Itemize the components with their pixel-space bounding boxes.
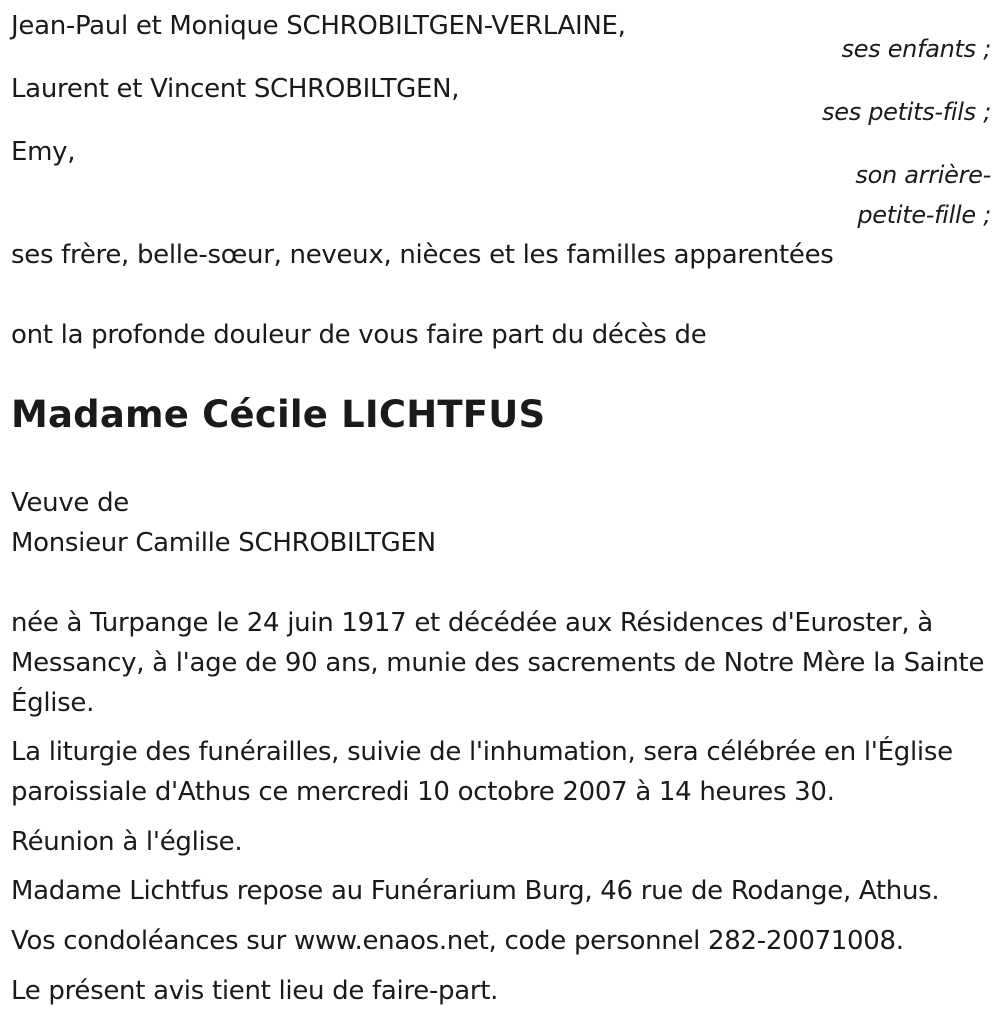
- announcement-line: ont la profonde douleur de vous faire part du décès de: [11, 320, 707, 350]
- family-greatgranddaughter-relation-line1: son arrière-: [855, 161, 991, 189]
- widow-of-label: Veuve de: [11, 488, 129, 518]
- family-children-names: Jean-Paul et Monique SCHROBILTGEN-VERLAINE,: [11, 11, 626, 41]
- relatives-line: ses frère, belle-sœur, neveux, nièces et les familles apparentées: [11, 240, 834, 270]
- condolences-line: Vos condoléances sur www.enaos.net, code personnel 282-20071008.: [11, 926, 904, 956]
- family-greatgranddaughter-relation-line2: petite-fille ;: [857, 201, 991, 229]
- meeting-line: Réunion à l'église.: [11, 827, 243, 857]
- deceased-name: Madame Cécile LICHTFUS: [11, 393, 546, 436]
- birth-death-paragraph: née à Turpange le 24 juin 1917 et décédée aux Résidences d'Euroster, à Messancy, à l'age de 90 ans, munie des sacrements de Notre Mère la Sainte Église.: [11, 608, 985, 718]
- family-children-relation: ses enfants ;: [841, 35, 991, 63]
- liturgy-paragraph: La liturgie des funérailles, suivie de l'inhumation, sera célébrée en l'Église paroissiale d'Athus ce mercredi 10 octobre 2007 à 14 heures 30.: [11, 737, 953, 807]
- notice-line: Le présent avis tient lieu de faire-part.: [11, 976, 499, 1006]
- family-grandsons-names: Laurent et Vincent SCHROBILTGEN,: [11, 74, 460, 104]
- rest-line: Madame Lichtfus repose au Funérarium Burg, 46 rue de Rodange, Athus.: [11, 876, 940, 906]
- obituary-notice: [11, 0, 991, 1025]
- widow-of-name: Monsieur Camille SCHROBILTGEN: [11, 528, 436, 558]
- family-grandsons-relation: ses petits-fils ;: [822, 98, 991, 126]
- family-greatgranddaughter-name: Emy,: [11, 137, 76, 167]
